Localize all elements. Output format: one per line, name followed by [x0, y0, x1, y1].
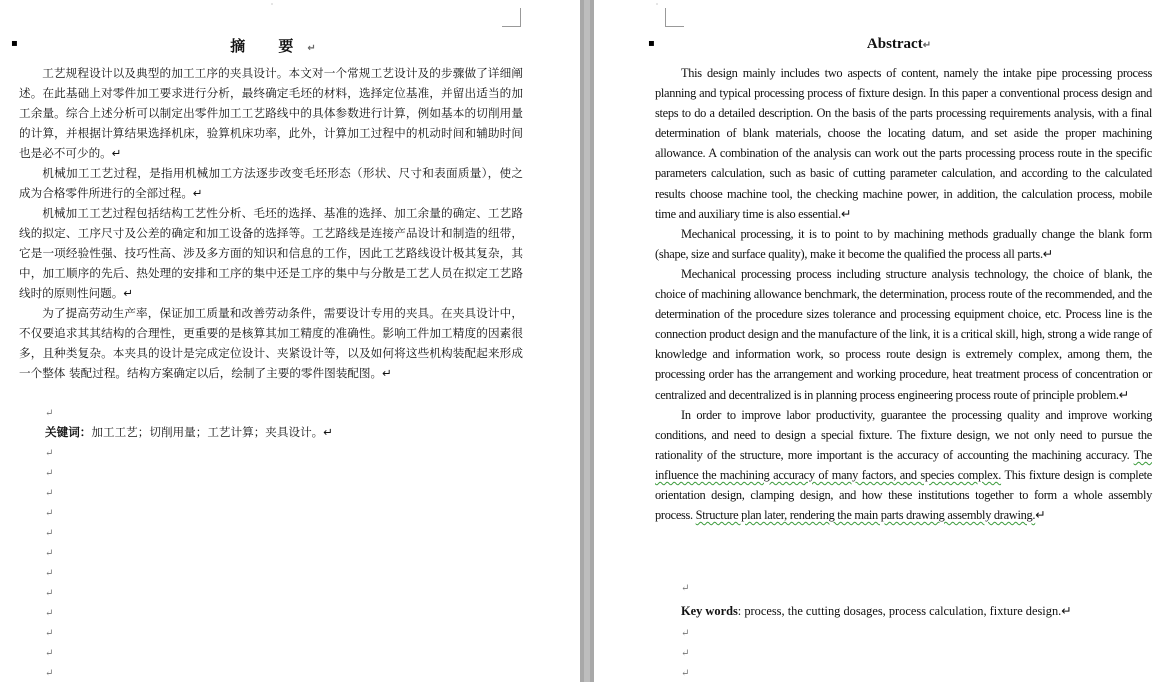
keywords-label: Key words	[681, 604, 738, 618]
chinese-paragraph: 机械加工工艺过程包括结构工艺性分析、毛坯的选择、基准的选择、加工余量的确定、工艺路线的拟定、工序尺寸及公差的确定和加工设备的选择等。工艺路线是连接产品设计和制造的纽带，它是一项经验性强、技巧性高、涉及多方面的知识和信息的工作，因此工艺路线设计极其复杂，其中，加工顺序的先后、热处理的安排和工序的集中还是工序的集中与分散是工艺人员在拟定工艺路线时的原则性问题。↵	[19, 206, 523, 300]
keywords-text: : process, the cutting dosages, process calculation, fixture design.↵	[737, 604, 1072, 618]
grammar-flag: The influence the machining accuracy of many factors, and species complex.	[655, 447, 1152, 482]
english-abstract-body	[655, 63, 1152, 525]
chinese-abstract-title: 摘 要↵	[230, 37, 330, 55]
empty-paragraph-mark: ↵	[681, 583, 690, 594]
grammar-flag: Structure plan later, rendering the main parts drawing assembly drawing.	[695, 508, 1036, 523]
ruler-tick: ˙	[270, 3, 274, 12]
chinese-paragraph: 机械加工工艺过程，是指用机械加工方法逐步改变毛坯形态（形状、尺寸和表面质量），使之成为合格零件所进行的全部过程。↵	[19, 166, 523, 200]
chinese-keywords	[45, 424, 333, 440]
english-keywords	[681, 603, 1072, 619]
english-paragraph: In order to improve labor productivity, guarantee the processing quality and improve working conditions, and need to design a special fixture. The fixture design, we not only need to pursue the rationality of the structure, more important is the accuracy of accounting the machining accuracy. The influence the machining accuracy of many factors, and species complex. This fixture design is complete orientation design, clamping design, and how these institutions together to form a whole assembly process. Structure plan later, rendering the main parts drawing assembly drawing.↵	[655, 407, 1152, 523]
empty-paragraph-marks: ↵ ↵ ↵ ↵ ↵ ↵ ↵ ↵ ↵ ↵ ↵ ↵	[45, 448, 54, 679]
page-gutter	[580, 0, 594, 682]
keywords-text: 加工工艺；切削用量；工艺计算；夹具设计。↵	[91, 425, 333, 439]
english-paragraph: Mechanical processing, it is to point to by machining methods gradually change the blank form (shape, size and surface quality), make it become the qualified the process all parts.↵	[655, 226, 1152, 261]
english-paragraph: Mechanical processing process including structure analysis technology, the choice of blank, the choice of machining allowance benchmark, the determination, process route of the recommended, and the determination of the procedure sizes tolerance and processing equipment choice, etc. Process line is the connection product design and the manufacture of the link, it is a critical skill, high, strong a wide range of knowledge and information work, so process route design is extremely complex, among them, the processing order has the arrangement and working procedure, heat treatment process of concentration or centralized and decentralized is in planning process engineering process route of principle problem.↵	[655, 266, 1152, 402]
paragraph-bullet: ▪	[11, 38, 18, 49]
page-corner-mark	[665, 8, 684, 27]
english-abstract-title: Abstract↵	[866, 36, 932, 52]
page-corner-mark	[502, 8, 521, 27]
ruler-tick: ˙	[655, 3, 659, 12]
keywords-label: 关键词：	[45, 425, 92, 439]
empty-paragraph-mark: ↵	[45, 408, 54, 419]
paragraph-bullet: ▪	[648, 38, 655, 49]
english-paragraph: This design mainly includes two aspects of content, namely the intake pipe processing process planning and typical processing process of fixture design. In this paper a conventional process design and steps to do a detailed description. On the basis of the parts processing requirements analysis, with a final determination of blank materials, choose the locating datum, and set aside the proper machining allowance. A combination of the analysis can work out the parts processing process route in the specific parameters calculation, such as basic of cutting parameter calculation, and according to the calculated results choose machine tool, the checking machine power, in addition, the calculation process, mobile time and auxiliary time is also essential.↵	[655, 66, 1152, 221]
empty-paragraph-marks: ↵ ↵ ↵	[681, 628, 690, 679]
chinese-abstract-body	[19, 63, 523, 383]
chinese-paragraph: 为了提高劳动生产率，保证加工质量和改善劳动条件，需要设计专用的夹具。在夹具设计中，不仅要追求其其结构的合理性，更重要的是核算其加工精度的准确性。影响工件加工精度的因素很多，且种类复杂。本夹具的设计是完成定位设计、夹紧设计等，以及如何将这些机构装配起来形成一个整体 装配过程。结构方案确定以后，绘制了主要的零件图装配图。↵	[19, 306, 523, 380]
chinese-paragraph: 工艺规程设计以及典型的加工工序的夹具设计。本文对一个常规工艺设计及的步骤做了详细阐述。在此基础上对零件加工要求进行分析，最终确定毛坯的材料，选择定位基准，并留出适当的加工余量。综合上述分析可以制定出零件加工工艺路线中的具体参数进行计算，例如基本的切削用量的计算，并根据计算结果选择机床，验算机床功率，此外，计算加工过程中的机动时间和辅助时间也是必不可少的。↵	[19, 66, 523, 160]
